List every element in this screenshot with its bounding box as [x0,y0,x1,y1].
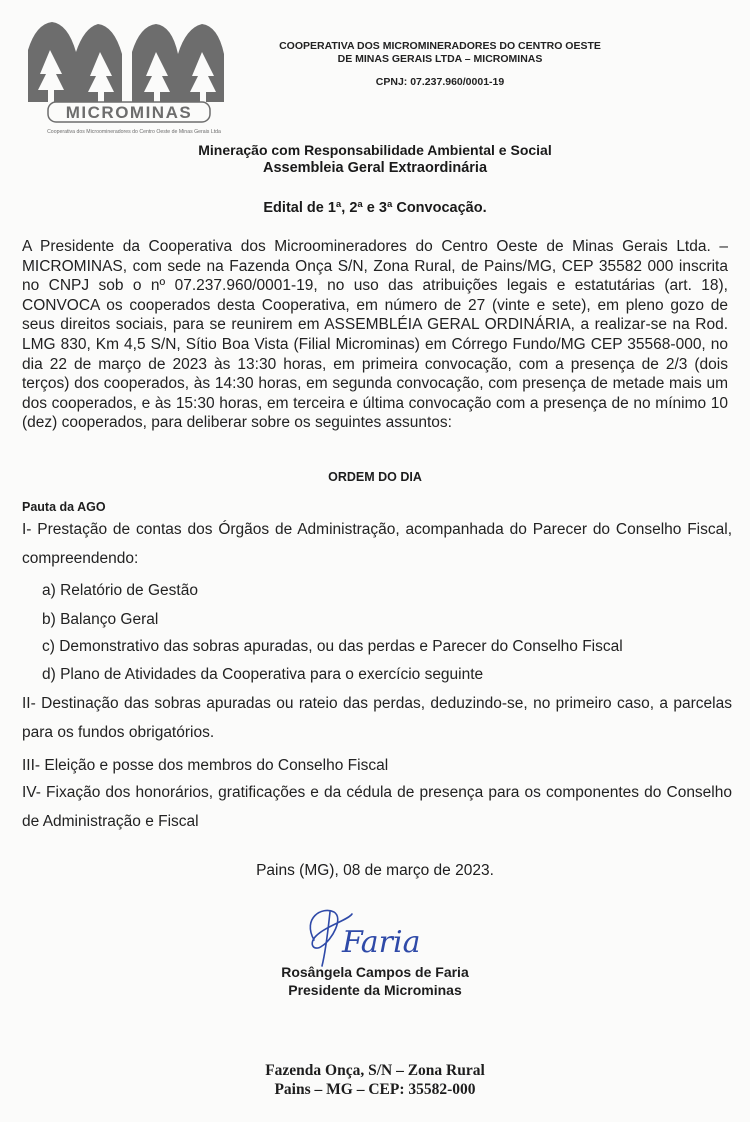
agenda-subitem-b: b) Balanço Geral [42,611,159,628]
signer-name: Rosângela Campos de Faria [281,964,469,980]
agenda-title: ORDEM DO DIA [328,470,422,484]
agenda-subitem-c: c) Demonstrativo das sobras apuradas, ou das perdas e Parecer do Conselho Fiscal [42,638,623,655]
document-date: Pains (MG), 08 de março de 2023. [256,862,494,879]
motto-heading: Mineração com Responsabilidade Ambiental e Social [198,142,552,158]
org-name-line2: DE MINAS GERAIS LTDA – MICROMINAS [337,53,543,65]
handwritten-signature [292,900,442,970]
agenda-subitem-a: a) Relatório de Gestão [42,582,198,599]
assembly-heading: Assembleia Geral Extraordinária [262,160,488,176]
convocation-paragraph: A Presidente da Cooperativa dos Microomineradores do Centro Oeste de Minas Gerais Ltda. – MICROMINAS, com sede na Fazenda Onça S/N, Zona Rural, de Pains/MG, CEP 35582 000 inscrita no CNPJ sob o nº 07.237.960/0001-19, no uso das atribuições legais e estatutárias (art. 18), CONVOCA os cooperados desta Cooperativa, em número de 27 (vinte e sete), em pleno gozo de seus direitos sociais, para se reunirem em ASSEMBLÉIA GERAL ORDINÁRIA, a realizar-se na Rod. LMG 830, Km 4,5 S/N, Sítio Boa Vista (Filial Microminas) em Córrego Fundo/MG CEP 35568-000, no dia 22 de março de 2023 às 13:30 horas, em primeira convocação, com a presença de 2/3 (dois terços) dos cooperados, às 14:30 horas, em segunda convocação, com presença de metade mais um dos cooperados, e às 15:30 horas, em terceira e última convocação com a presença de no mínimo 10 (dez) cooperados, para deliberar sobre os seguintes assuntos: [22,238,728,432]
edital-heading: Edital de 1ª, 2ª e 3ª Convocação. [263,200,487,216]
signature-script: Faria [342,925,421,960]
org-name-line1: COOPERATIVA DOS MICROMINERADORES DO CENTRO OESTE [279,40,601,52]
logo-tagline: Cooperativa dos Microomineradores do Centro Oeste de Minas Gerais Ltda [47,129,221,135]
logo-wordmark: MICROMINAS [65,103,193,122]
agenda-subtitle: Pauta da AGO [22,500,106,514]
agenda-item-4: IV- Fixação dos honorários, gratificações e da cédula de presença para os componentes do Conselho de Administração e Fiscal [22,784,732,830]
org-cnpj: CPNJ: 07.237.960/0001-19 [375,76,505,88]
footer-address-line1: Fazenda Onça, S/N – Zona Rural [265,1062,485,1079]
agenda-item-1: I- Prestação de contas dos Órgãos de Administração, acompanhada do Parecer do Conselho Fiscal, compreendendo: [22,521,732,567]
agenda-subitem-d: d) Plano de Atividades da Cooperativa para o exercício seguinte [42,666,484,683]
agenda-item-3: III- Eleição e posse dos membros do Conselho Fiscal [22,757,389,774]
organization-header [255,40,625,89]
footer-address-line2: Pains – MG – CEP: 35582-000 [274,1081,476,1098]
microminas-logo [18,10,250,138]
agenda-item-2: II- Destinação das sobras apuradas ou rateio das perdas, deduzindo-se, no primeiro caso, a parcelas para os fundos obrigatórios. [22,695,732,741]
signer-title: Presidente da Microminas [288,982,462,998]
